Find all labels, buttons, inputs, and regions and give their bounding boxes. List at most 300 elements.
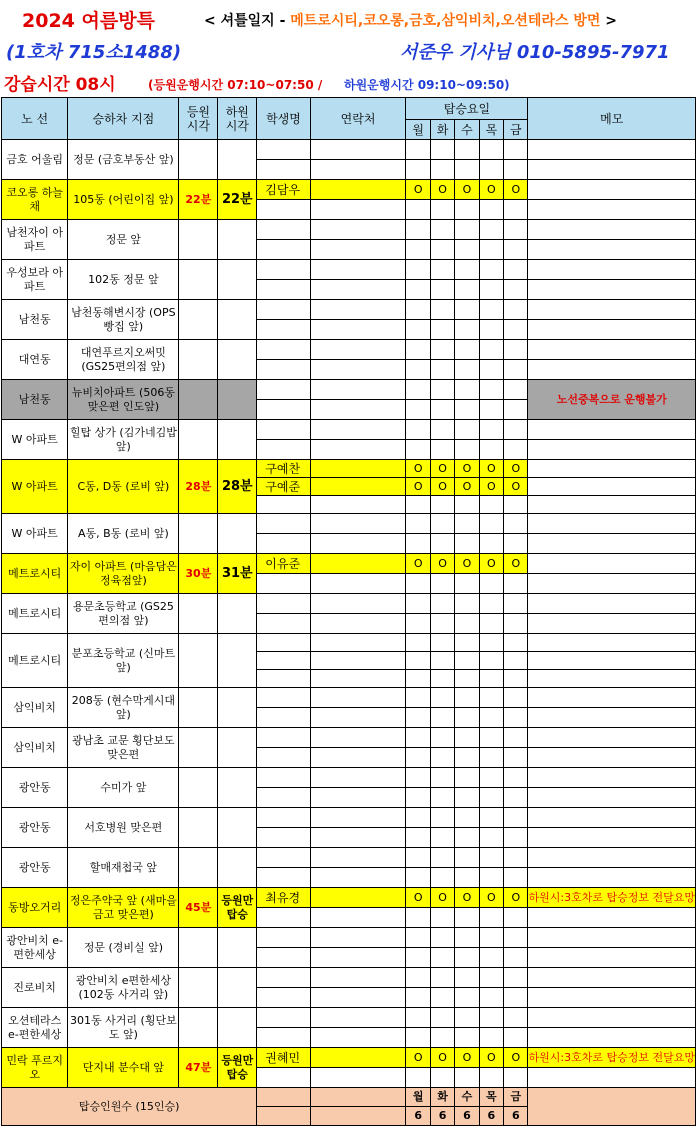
memo-cell [528, 748, 696, 768]
day-mark [479, 868, 503, 888]
day-mark: O [406, 1048, 430, 1068]
day-mark [504, 928, 528, 948]
day-mark [430, 728, 454, 748]
day-mark [455, 440, 479, 460]
route-cell: 광안동 [2, 848, 68, 888]
student-name [257, 688, 310, 708]
alight-time-cell [218, 808, 257, 848]
day-mark [430, 534, 454, 554]
day-mark [430, 614, 454, 634]
day-mark [455, 708, 479, 728]
to-school-time: (등원운행시간 07:10~07:50 / [148, 78, 323, 92]
alight-time-cell: 31분 [218, 554, 257, 594]
contact-cell [310, 260, 406, 280]
board-time-cell [179, 848, 218, 888]
day-mark [479, 828, 503, 848]
stop-cell: 수미가 앞 [68, 768, 179, 808]
contact-cell [310, 614, 406, 634]
table-row [2, 1008, 696, 1028]
day-mark [455, 1068, 479, 1088]
student-name [257, 808, 310, 828]
contact-cell [310, 220, 406, 240]
board-time-cell [179, 140, 218, 180]
day-mark [406, 1008, 430, 1028]
day-mark [479, 948, 503, 968]
header-day: 월 [406, 120, 430, 140]
route-cell: W 아파트 [2, 514, 68, 554]
day-mark [479, 400, 503, 420]
day-mark [430, 968, 454, 988]
alight-time-cell [218, 848, 257, 888]
day-mark [430, 928, 454, 948]
table-row [2, 848, 696, 868]
day-mark [479, 496, 503, 514]
board-time-cell: 47분 [179, 1048, 218, 1088]
contact-cell [310, 478, 406, 496]
day-mark [455, 728, 479, 748]
student-name [257, 614, 310, 634]
student-name [257, 360, 310, 380]
day-mark [455, 828, 479, 848]
stop-cell: 정문 (금호부동산 앞) [68, 140, 179, 180]
day-mark [430, 300, 454, 320]
memo-cell [528, 180, 696, 200]
table-row [2, 928, 696, 948]
memo-cell [528, 240, 696, 260]
day-mark [455, 788, 479, 808]
student-name [257, 788, 310, 808]
student-name [257, 748, 310, 768]
day-mark [430, 200, 454, 220]
day-mark: O [406, 888, 430, 908]
day-mark [406, 360, 430, 380]
day-mark [430, 440, 454, 460]
table-row [2, 728, 696, 748]
day-mark [455, 380, 479, 400]
day-mark [504, 634, 528, 652]
stop-cell: 102동 정문 앞 [68, 260, 179, 300]
alight-time-cell [218, 634, 257, 688]
student-name [257, 220, 310, 240]
stop-cell: 힐탑 상가 (김가네김밥 앞) [68, 420, 179, 460]
stop-cell: 남천동해변시장 (OPS빵집 앞) [68, 300, 179, 340]
contact-cell [310, 748, 406, 768]
day-mark [406, 220, 430, 240]
footer-day: 금 [504, 1088, 528, 1107]
contact-cell [310, 908, 406, 928]
student-name [257, 652, 310, 670]
car-number: (1호차 715소1488) [6, 42, 182, 63]
day-mark [430, 1028, 454, 1048]
day-mark [430, 768, 454, 788]
contact-cell [310, 652, 406, 670]
day-mark [406, 380, 430, 400]
day-mark [504, 420, 528, 440]
contact-cell [310, 1068, 406, 1088]
board-time-cell: 22분 [179, 180, 218, 220]
day-mark [504, 160, 528, 180]
memo-cell [528, 280, 696, 300]
memo-cell [528, 200, 696, 220]
board-time-cell [179, 300, 218, 340]
board-time-cell: 45분 [179, 888, 218, 928]
day-mark [406, 496, 430, 514]
student-name [257, 634, 310, 652]
day-mark [479, 968, 503, 988]
from-school-time: 하원운행시간 09:10~09:50) [344, 78, 510, 92]
day-mark [455, 280, 479, 300]
footer-day: 화 [430, 1088, 454, 1107]
memo-cell [528, 968, 696, 988]
contact-cell [310, 1048, 406, 1068]
memo-cell [528, 948, 696, 968]
contact-cell [310, 728, 406, 748]
table-row [2, 514, 696, 534]
day-mark [455, 768, 479, 788]
day-mark: O [504, 478, 528, 496]
contact-cell [310, 320, 406, 340]
stop-cell: 자이 아파트 (마음담은정육점앞) [68, 554, 179, 594]
day-mark [504, 968, 528, 988]
day-mark [479, 1008, 503, 1028]
alight-time-cell [218, 300, 257, 340]
alight-time-cell [218, 420, 257, 460]
header-day: 수 [455, 120, 479, 140]
student-name [257, 1068, 310, 1088]
day-mark [504, 496, 528, 514]
memo-cell [528, 688, 696, 708]
day-mark [406, 240, 430, 260]
board-time-cell: 30분 [179, 554, 218, 594]
contact-cell [310, 496, 406, 514]
memo-cell [528, 260, 696, 280]
shuttle-table [1, 97, 696, 1126]
day-mark [504, 688, 528, 708]
header-day: 화 [430, 120, 454, 140]
day-mark [406, 1068, 430, 1088]
stop-cell: A동, B동 (로비 앞) [68, 514, 179, 554]
memo-cell [528, 478, 696, 496]
day-mark: O [504, 1048, 528, 1068]
day-mark [406, 652, 430, 670]
memo-cell: 노선중복으로 운행불가 [528, 380, 696, 420]
day-mark: O [455, 460, 479, 478]
contact-cell [310, 988, 406, 1008]
day-mark [430, 748, 454, 768]
alight-time-cell [218, 220, 257, 260]
alight-time-cell [218, 728, 257, 768]
table-row [2, 180, 696, 200]
day-mark [479, 1068, 503, 1088]
day-mark [504, 728, 528, 748]
student-name [257, 300, 310, 320]
stop-cell: 광남초 교문 횡단보도 맞은편 [68, 728, 179, 768]
class-time: 강습시간 08시 [4, 75, 116, 95]
route-cell: 금호 어울림 [2, 140, 68, 180]
day-mark [504, 360, 528, 380]
day-mark [430, 320, 454, 340]
header-board-time: 등원 시각 [179, 98, 218, 140]
day-mark [455, 320, 479, 340]
day-mark [406, 280, 430, 300]
table-row [2, 340, 696, 360]
memo-cell [528, 340, 696, 360]
day-mark [406, 200, 430, 220]
header-row-1 [0, 0, 696, 36]
memo-cell: 하원시:3호차로 탑승정보 전달요망 [528, 888, 696, 908]
student-name [257, 594, 310, 614]
stop-cell: 할매재첩국 앞 [68, 848, 179, 888]
contact-cell [310, 688, 406, 708]
day-mark [430, 574, 454, 594]
student-name [257, 380, 310, 400]
header-contact: 연락처 [310, 98, 406, 140]
day-mark [504, 440, 528, 460]
day-mark [430, 848, 454, 868]
day-mark [504, 652, 528, 670]
day-mark: O [479, 1048, 503, 1068]
student-name [257, 908, 310, 928]
header-row-2 [0, 36, 696, 66]
day-mark: O [455, 888, 479, 908]
memo-cell [528, 320, 696, 340]
day-mark [406, 788, 430, 808]
contact-cell [310, 788, 406, 808]
day-mark [406, 594, 430, 614]
student-name [257, 1008, 310, 1028]
student-name [257, 828, 310, 848]
alight-time-cell [218, 340, 257, 380]
board-time-cell [179, 1008, 218, 1048]
day-mark [504, 594, 528, 614]
board-time-cell [179, 728, 218, 768]
memo-cell [528, 594, 696, 614]
header-days-title: 탑승요일 [406, 98, 528, 120]
day-mark [504, 1068, 528, 1088]
stop-cell: 서호병원 맞은편 [68, 808, 179, 848]
table-row [2, 594, 696, 614]
memo-cell [528, 140, 696, 160]
day-mark [504, 808, 528, 828]
memo-cell [528, 534, 696, 554]
day-mark: O [479, 478, 503, 496]
route-cell: W 아파트 [2, 420, 68, 460]
day-mark [430, 220, 454, 240]
student-name [257, 320, 310, 340]
table-row [2, 300, 696, 320]
route-cell: 광안동 [2, 768, 68, 808]
day-mark [504, 768, 528, 788]
board-time-cell [179, 380, 218, 420]
route-cell: 코오롱 하늘채 [2, 180, 68, 220]
contact-cell [310, 948, 406, 968]
day-mark [455, 948, 479, 968]
day-mark [455, 496, 479, 514]
day-mark [430, 420, 454, 440]
day-mark [430, 240, 454, 260]
student-name [257, 420, 310, 440]
student-name: 김담우 [257, 180, 310, 200]
day-mark [455, 868, 479, 888]
stop-cell: 정문 (경비실 앞) [68, 928, 179, 968]
day-mark [504, 574, 528, 594]
day-mark [504, 300, 528, 320]
memo-cell [528, 614, 696, 634]
day-mark [504, 534, 528, 554]
table-row [2, 554, 696, 574]
board-time-cell [179, 634, 218, 688]
day-mark [504, 988, 528, 1008]
day-mark [406, 140, 430, 160]
route-cell: 삼익비치 [2, 688, 68, 728]
day-mark [406, 574, 430, 594]
day-mark: O [479, 180, 503, 200]
day-mark [479, 200, 503, 220]
day-mark [455, 514, 479, 534]
route-cell: 메트로시티 [2, 554, 68, 594]
memo-cell [528, 868, 696, 888]
day-mark [455, 848, 479, 868]
contact-cell [310, 300, 406, 320]
footer-count: 6 [504, 1107, 528, 1126]
day-mark [479, 688, 503, 708]
day-mark [455, 340, 479, 360]
day-mark [504, 220, 528, 240]
day-mark [406, 670, 430, 688]
day-mark [430, 140, 454, 160]
student-name [257, 440, 310, 460]
day-mark [455, 200, 479, 220]
day-mark [504, 828, 528, 848]
alight-time-cell: 등원만 탑승 [218, 1048, 257, 1088]
student-name [257, 728, 310, 748]
memo-cell [528, 574, 696, 594]
board-time-cell [179, 340, 218, 380]
day-mark [479, 280, 503, 300]
stop-cell: 용문초등학교 (GS25편의점 앞) [68, 594, 179, 634]
board-time-cell [179, 928, 218, 968]
day-mark [504, 748, 528, 768]
day-mark [430, 788, 454, 808]
day-mark [479, 768, 503, 788]
student-name [257, 140, 310, 160]
day-mark [430, 1068, 454, 1088]
header-student: 학생명 [257, 98, 310, 140]
day-mark [430, 988, 454, 1008]
student-name [257, 400, 310, 420]
board-time-cell [179, 220, 218, 260]
day-mark [406, 988, 430, 1008]
day-mark [479, 300, 503, 320]
day-mark [430, 514, 454, 534]
footer-day: 수 [455, 1088, 479, 1107]
day-mark [406, 534, 430, 554]
day-mark [504, 140, 528, 160]
day-mark [504, 400, 528, 420]
day-mark: O [455, 478, 479, 496]
route-description: < 셔틀일지 - 메트로시티,코오롱,금호,삼익비치,오션테라스 방면 > [204, 13, 618, 29]
day-mark [504, 340, 528, 360]
day-mark [406, 400, 430, 420]
day-mark: O [504, 460, 528, 478]
day-mark [455, 652, 479, 670]
day-mark [430, 280, 454, 300]
day-mark [406, 1028, 430, 1048]
table-row [2, 768, 696, 788]
table-row [2, 220, 696, 240]
memo-cell [528, 788, 696, 808]
day-mark: O [430, 478, 454, 496]
memo-cell [528, 908, 696, 928]
table-row [2, 460, 696, 478]
day-mark [479, 1028, 503, 1048]
day-mark: O [406, 180, 430, 200]
day-mark: O [504, 554, 528, 574]
stop-cell: 단지내 분수대 앞 [68, 1048, 179, 1088]
day-mark: O [430, 1048, 454, 1068]
day-mark [406, 828, 430, 848]
board-time-cell [179, 594, 218, 634]
day-mark [455, 220, 479, 240]
memo-cell [528, 928, 696, 948]
day-mark: O [430, 180, 454, 200]
memo-cell [528, 496, 696, 514]
day-mark [430, 708, 454, 728]
day-mark [455, 1008, 479, 1028]
day-mark [479, 340, 503, 360]
day-mark [406, 260, 430, 280]
memo-cell [528, 300, 696, 320]
day-mark [430, 908, 454, 928]
day-mark: O [406, 554, 430, 574]
student-name [257, 1028, 310, 1048]
contact-cell [310, 670, 406, 688]
day-mark: O [479, 888, 503, 908]
day-mark [406, 708, 430, 728]
table-row [2, 688, 696, 708]
contact-cell [310, 440, 406, 460]
day-mark [504, 380, 528, 400]
student-name [257, 868, 310, 888]
alight-time-cell [218, 928, 257, 968]
memo-cell: 하원시:3호차로 탑승정보 전달요망 [528, 1048, 696, 1068]
alight-time-cell [218, 688, 257, 728]
day-mark [455, 928, 479, 948]
student-name [257, 534, 310, 554]
memo-cell [528, 808, 696, 828]
student-name [257, 200, 310, 220]
day-mark [479, 380, 503, 400]
day-mark [504, 1008, 528, 1028]
header-day: 금 [504, 120, 528, 140]
stop-cell: 광안비치 e편한세상 (102동 사거리 앞) [68, 968, 179, 1008]
day-mark [455, 400, 479, 420]
day-mark [504, 708, 528, 728]
memo-cell [528, 652, 696, 670]
contact-cell [310, 634, 406, 652]
day-mark [406, 614, 430, 634]
day-mark [455, 614, 479, 634]
day-mark [430, 634, 454, 652]
memo-cell [528, 708, 696, 728]
day-mark [430, 670, 454, 688]
footer-count: 6 [479, 1107, 503, 1126]
route-cell: 메트로시티 [2, 594, 68, 634]
route-cell: 민락 푸르지오 [2, 1048, 68, 1088]
student-name [257, 280, 310, 300]
contact-cell [310, 594, 406, 614]
day-mark: O [479, 460, 503, 478]
